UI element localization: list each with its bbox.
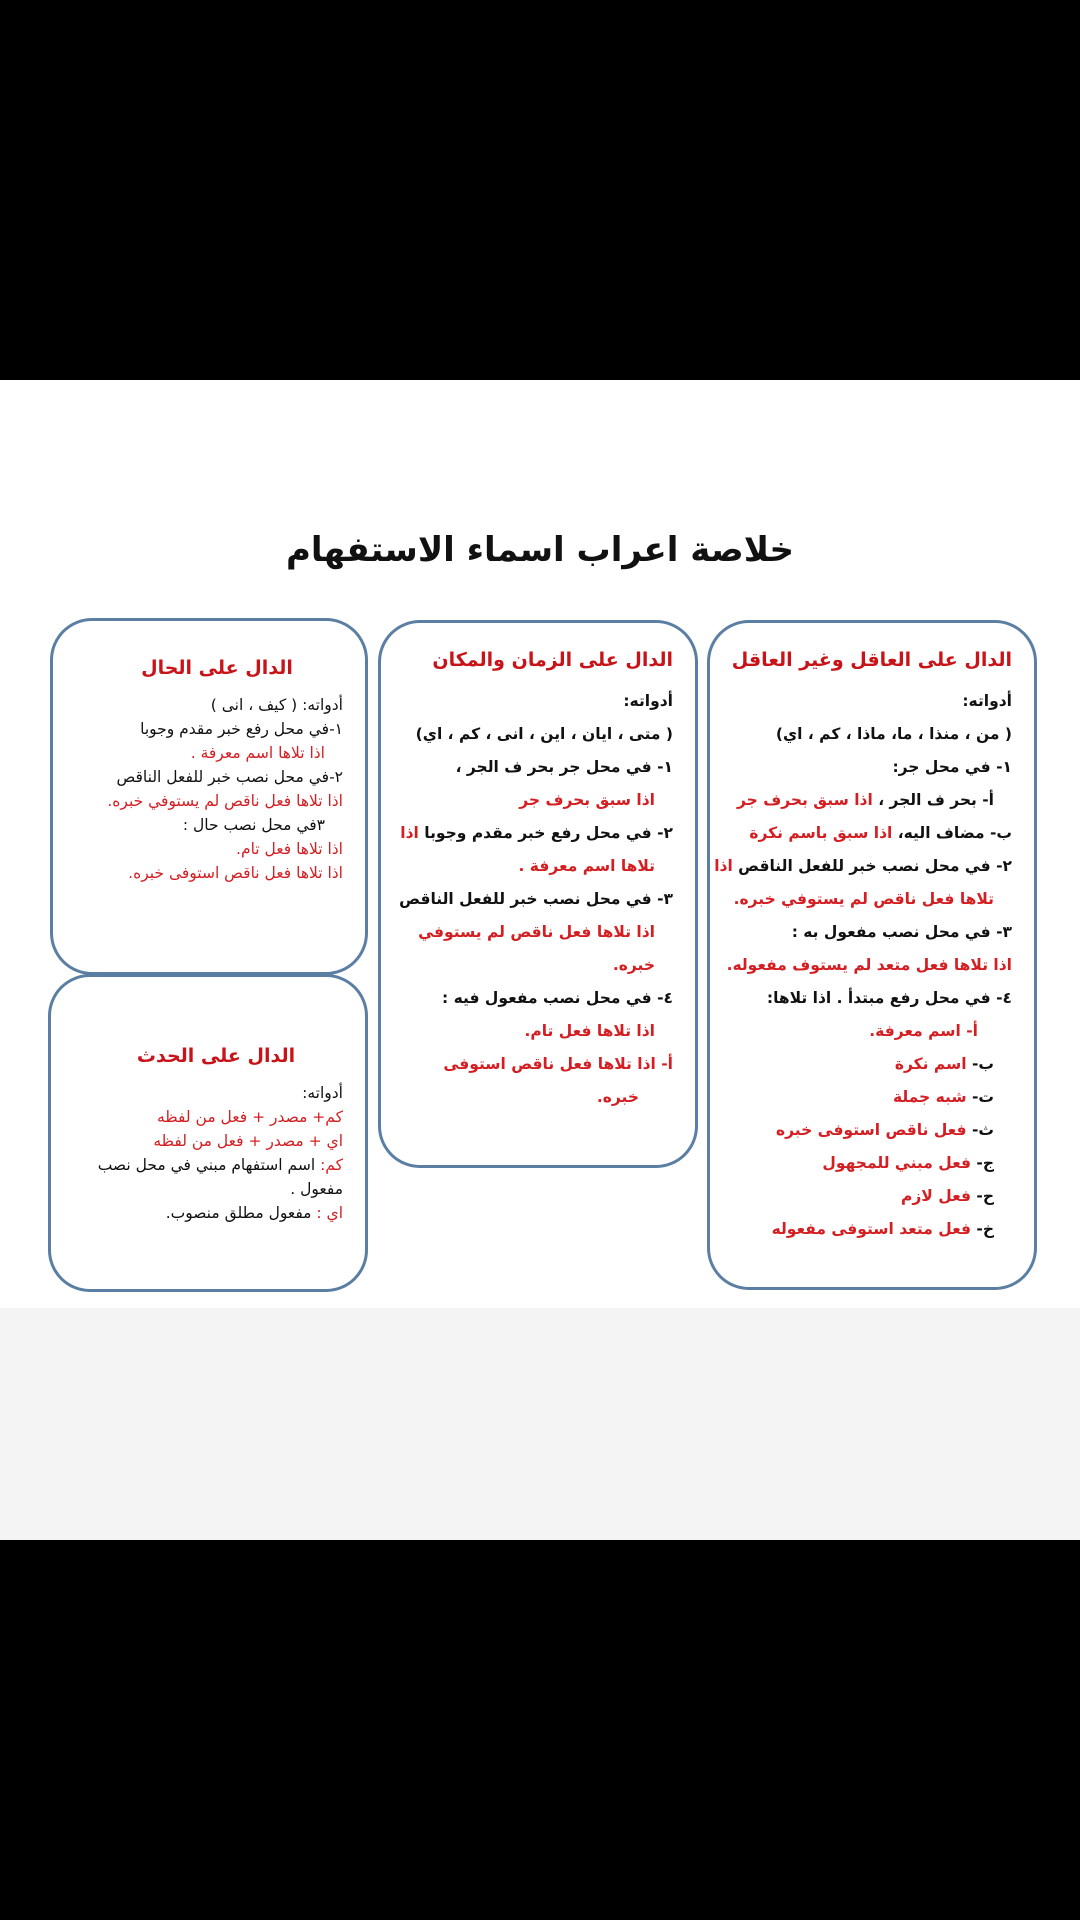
line-red: خبره. xyxy=(596,1088,639,1106)
line-red: تلاها اسم معرفة . xyxy=(518,857,655,875)
document-page xyxy=(0,380,1080,1308)
text-red: اذا سبق باسم نكرة xyxy=(749,824,893,842)
text: مفعول مطلق منصوب. xyxy=(165,1204,312,1222)
page-title: خلاصة اعراب اسماء الاستفهام xyxy=(285,530,795,570)
tools-label: أدواته: xyxy=(962,692,1012,710)
line-red: اي + مصدر + فعل من لفظه xyxy=(153,1132,343,1150)
line-red: أ- اذا تلاها فعل ناقص استوفى xyxy=(443,1055,673,1073)
line: ٤- في محل نصب مفعول فيه : xyxy=(442,989,673,1007)
line-red: اذا تلاها فعل تام. xyxy=(236,840,343,858)
line xyxy=(69,1153,343,1177)
line xyxy=(399,817,673,850)
text: ٢- في محل نصب خبر للفعل الناقص xyxy=(732,857,1012,875)
item-text: اسم نكرة xyxy=(894,1055,967,1073)
line: ٢-في محل نصب خبر للفعل الناقص xyxy=(116,768,343,786)
tools-list: ( من ، منذا ، ما، ماذا ، كم ، اي) xyxy=(775,725,1012,743)
list-item xyxy=(714,1048,1012,1081)
list-item xyxy=(714,1081,1012,1114)
list-item xyxy=(714,1147,1012,1180)
tools-label: أدواته: xyxy=(302,1084,343,1102)
text-red: اذا xyxy=(714,857,733,875)
item-marker: ح- xyxy=(970,1187,994,1205)
item-marker: أ- xyxy=(960,1022,978,1040)
line-red: خبره. xyxy=(612,956,655,974)
line-red: تلاها فعل ناقص لم يستوفي خبره. xyxy=(733,890,994,908)
item-text: فعل مبني للمجهول xyxy=(822,1154,971,1172)
line xyxy=(714,850,1012,883)
line: ١-في محل رفع خبر مقدم وجوبا xyxy=(140,720,343,738)
line: ٤- في محل رفع مبتدأ . اذا تلاها: xyxy=(766,989,1012,1007)
box-hadath-heading: الدال على الحدث xyxy=(136,1045,296,1067)
box-haal xyxy=(50,618,368,975)
gray-footer-area xyxy=(0,1308,1080,1540)
text-red: كم: xyxy=(315,1156,343,1174)
item-text: اسم معرفة. xyxy=(869,1022,961,1040)
text-red: اذا xyxy=(400,824,419,842)
item-marker: ث- xyxy=(966,1121,994,1139)
line: ٣- في محل نصب مفعول به : xyxy=(791,923,1012,941)
text-red: اي : xyxy=(311,1204,343,1222)
tools-label: أدواته: xyxy=(623,692,673,710)
line-red: اذا تلاها فعل متعد لم يستوف مفعوله. xyxy=(726,956,1012,974)
line: مفعول . xyxy=(290,1180,343,1198)
item-marker: خ- xyxy=(970,1220,994,1238)
box-zaman xyxy=(378,620,698,1168)
item-text: فعل ناقص استوفى خبره xyxy=(776,1121,967,1139)
line-red: اذا تلاها فعل تام. xyxy=(524,1022,655,1040)
box-zaman-heading: الدال على الزمان والمكان xyxy=(432,649,673,671)
tools-list: ( متى ، ايان ، اين ، انى ، كم ، اي) xyxy=(415,725,673,743)
box-aqil xyxy=(707,620,1037,1290)
text: ب- مضاف اليه، xyxy=(892,824,1012,842)
line: ١- في محل جر بحر ف الجر ، xyxy=(455,758,673,776)
line-red: اذا تلاها فعل ناقص لم يستوفي خبره. xyxy=(107,792,343,810)
item-marker: ت- xyxy=(966,1088,994,1106)
box-hadath xyxy=(48,974,368,1292)
item-text: فعل متعد استوفى مفعوله xyxy=(771,1220,971,1238)
list-item xyxy=(714,1114,1012,1147)
box-aqil-heading: الدال على العاقل وغير العاقل xyxy=(731,649,1012,671)
list-item xyxy=(714,1180,1012,1213)
item-marker: ج- xyxy=(970,1154,994,1172)
line-red: اذا تلاها فعل ناقص استوفى خبره. xyxy=(128,864,343,882)
list-item xyxy=(714,1213,1012,1246)
line xyxy=(69,1201,343,1225)
item-text: شبه جملة xyxy=(892,1088,967,1106)
line xyxy=(714,817,1012,850)
text-red: اذا سبق بحرف جر xyxy=(737,791,873,809)
item-marker: ب- xyxy=(966,1055,994,1073)
list-item xyxy=(714,1015,1012,1048)
line: ٣- في محل نصب خبر للفعل الناقص xyxy=(399,890,673,908)
text: ٢- في محل رفع خبر مقدم وجوبا xyxy=(418,824,673,842)
tools-list: أدواته: ( كيف ، انى ) xyxy=(210,696,343,714)
line-red: اذا تلاها فعل ناقص لم يستوفي xyxy=(418,923,655,941)
text: اسم استفهام مبني في محل نصب xyxy=(97,1156,316,1174)
line-red: اذا سبق بحرف جر xyxy=(519,791,655,809)
line xyxy=(714,784,1012,817)
item-text: فعل لازم xyxy=(901,1187,971,1205)
line: ١- في محل جر: xyxy=(892,758,1012,776)
line: ٣في محل نصب حال : xyxy=(182,816,325,834)
box-haal-heading: الدال على الحال xyxy=(141,657,293,679)
line-red: كم+ مصدر + فعل من لفظه xyxy=(157,1108,343,1126)
text: أ- بحر ف الجر ، xyxy=(872,791,994,809)
line-red: اذا تلاها اسم معرفة . xyxy=(190,744,325,762)
